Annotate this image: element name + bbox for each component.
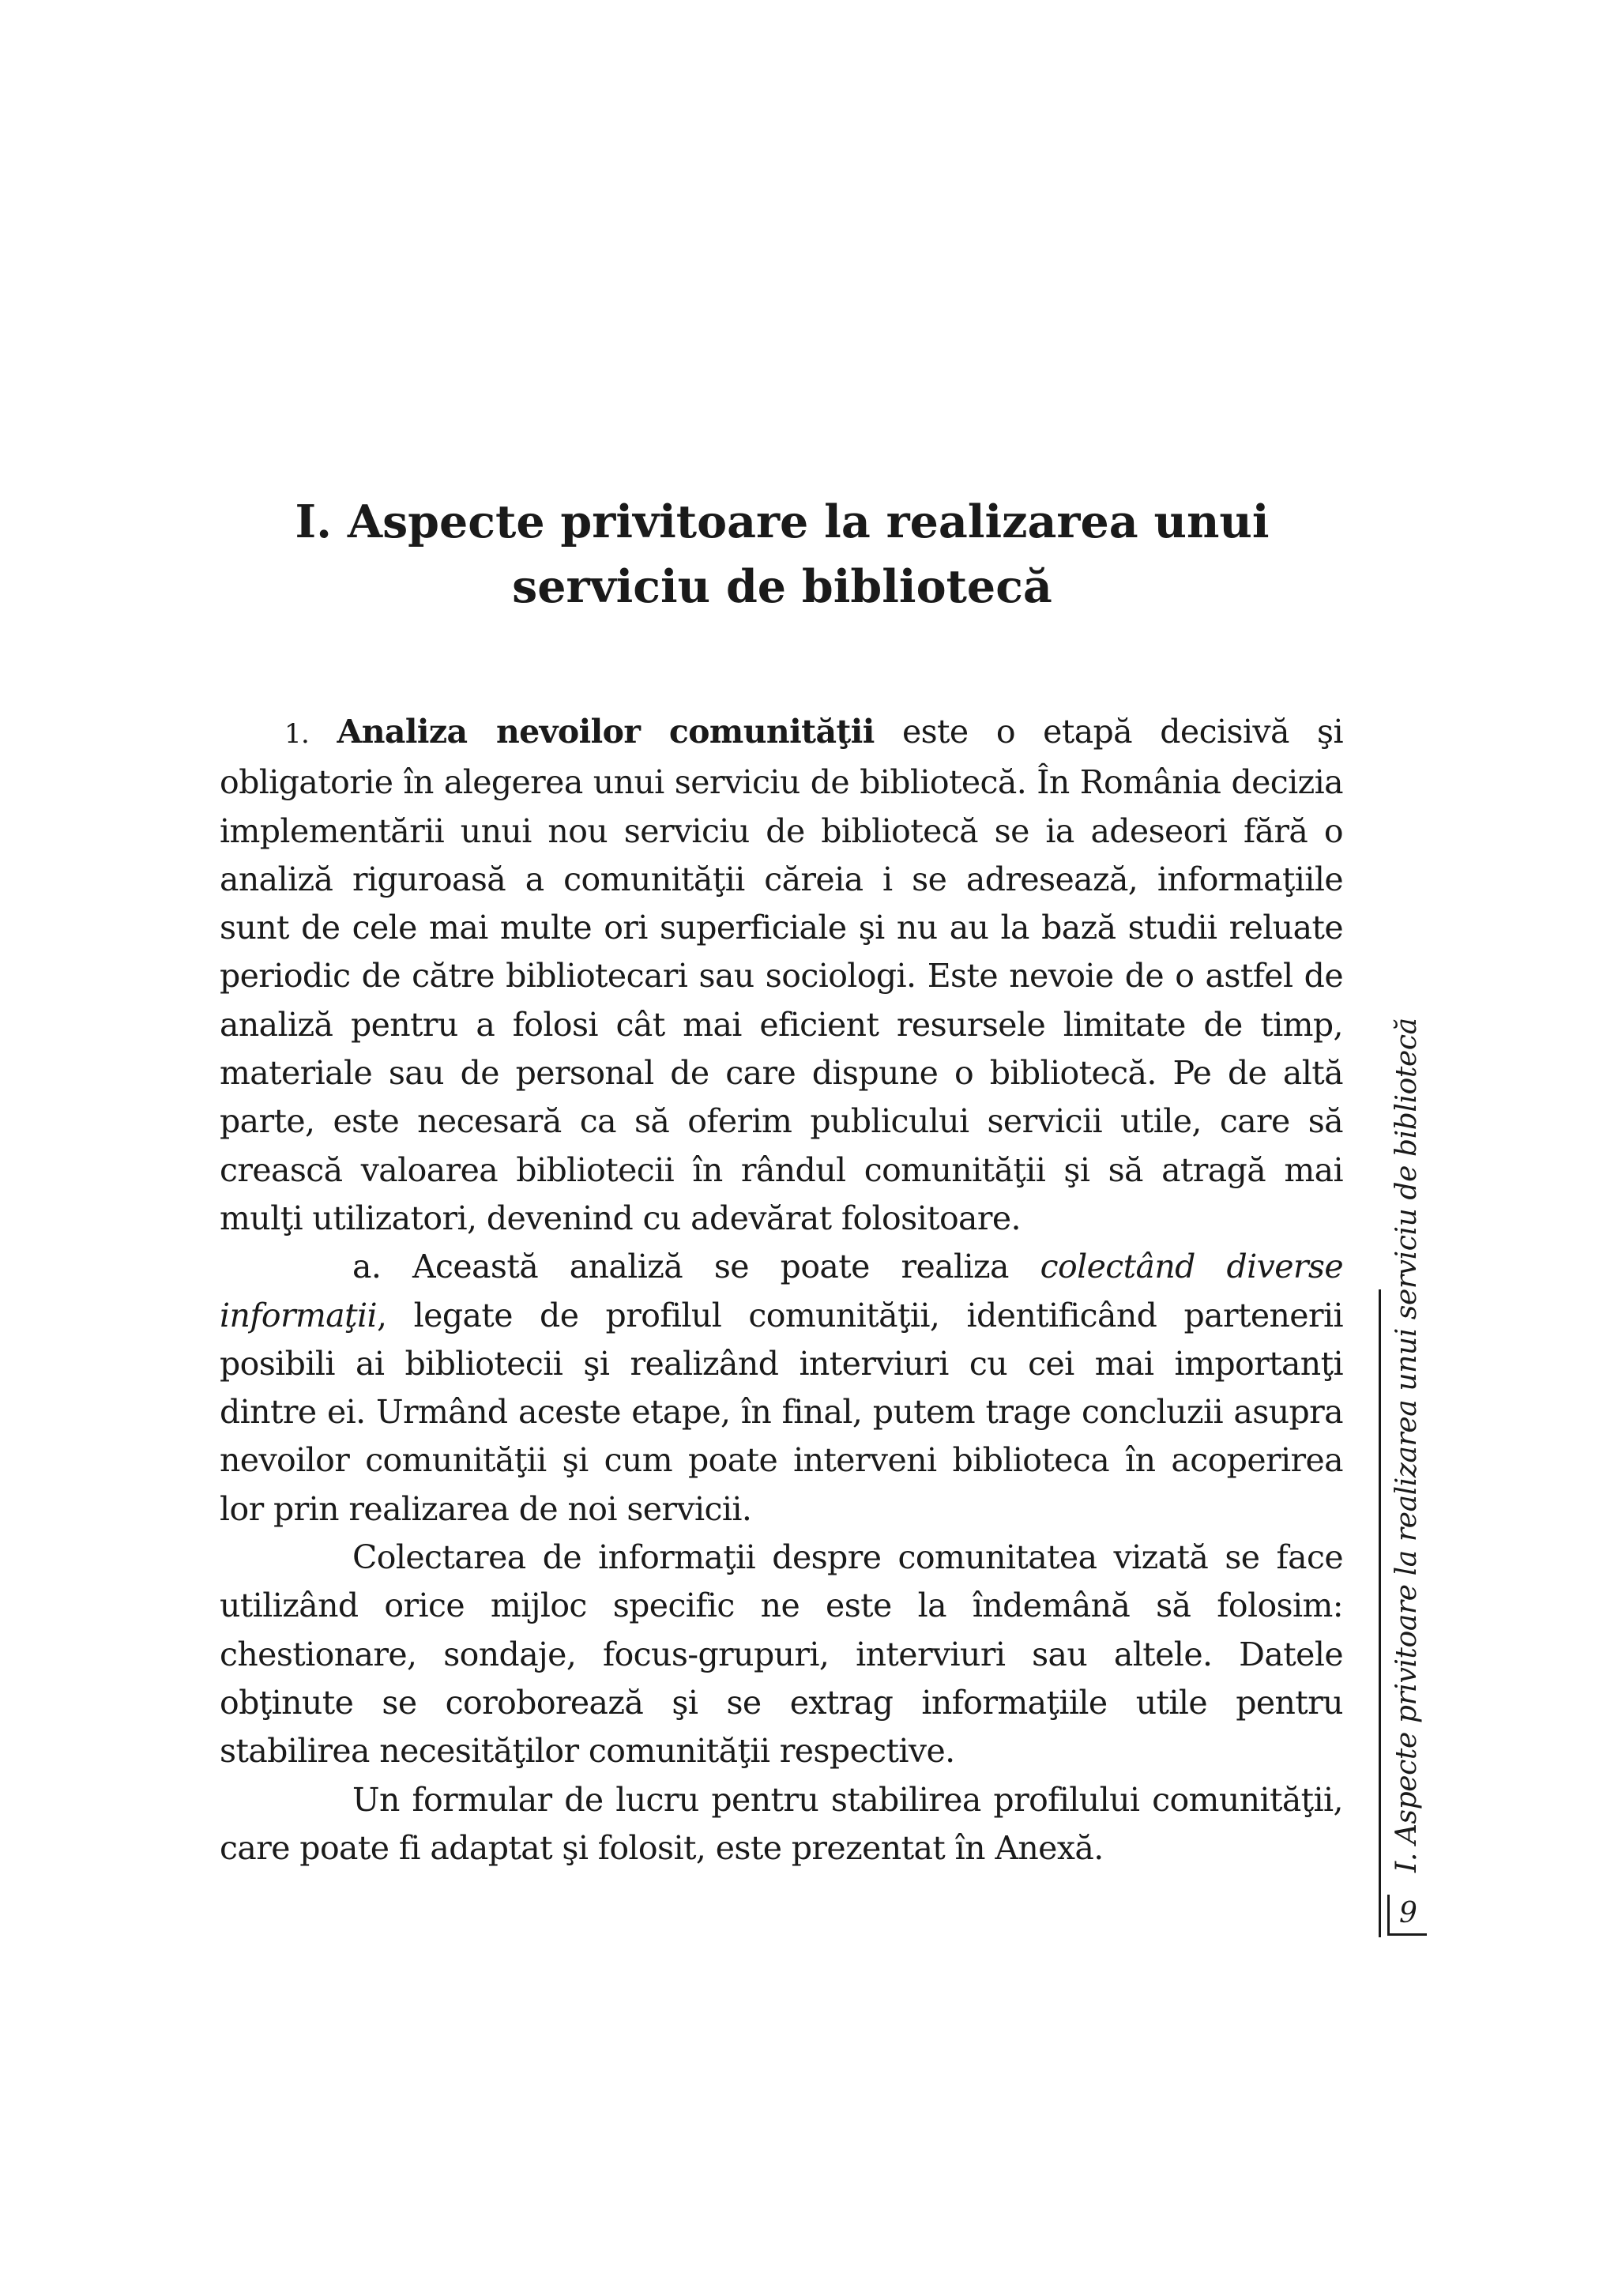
running-head: I. Aspecte privitoare la realizarea unui serviciu de bibliotecă: [1390, 1018, 1423, 1873]
paragraph-1-number: 1.: [284, 718, 310, 750]
paragraph-2: [220, 1243, 1343, 1534]
paragraph-2-lead: a. Această analiză se poate realiza: [352, 1248, 1040, 1286]
body-text: [220, 708, 1343, 1873]
paragraph-1-bold: Analiza nevoilor comunităţii: [337, 713, 875, 751]
paragraph-2-italic: colectând diverse informaţii: [220, 1248, 1344, 1334]
paragraph-4: Un formular de lucru pentru stabilirea profilului comunităţii, care poate fi adaptat şi folosit, este prezentat în Anexă.: [220, 1780, 1343, 1867]
paragraph-1: [220, 708, 1343, 1243]
paragraph-2-text: , legate de profilul comunităţii, identificând partenerii posibili ai bibliotecii şi realizând interviuri cu cei mai importanţi dintre ei. Urmând aceste etape, în final, putem trage concluzii asupra nevoilor comunităţii şi cum poate interveni biblioteca în acoperirea lor prin realizarea de noi servicii.: [220, 1296, 1343, 1528]
chapter-title: [213, 490, 1351, 619]
paragraph-1-text: este o etapă decisivă şi obligatorie în alegerea unui serviciu de bibliotecă. În România decizia implementării unui nou serviciu de bibliotecă se ia adeseori fără o analiză riguroasă a comunităţii căreia i se adresează, informaţiile sunt de cele mai multe ori superficiale şi nu au la bază studii reluate periodic de către bibliotecari sau sociologi. Este nevoie de o astfel de analiză pentru a folosi cât mai eficient resursele limitate de timp, materiale sau de personal de care dispune o bibliotecă. Pe de altă parte, este necesară ca să oferim publicului servicii utile, care să crească valoarea bibliotecii în rândul comunităţii şi să atragă mai mulţi utilizatori, devenind cu adevărat folositoare.: [220, 713, 1344, 1237]
paragraph-3: Colectarea de informaţii despre comunitatea vizată se face utilizând orice mijloc specific ne este la îndemână să folosim: chestionare, sondaje, focus-grupuri, interviuri sau altele. Datele obţinute se coroborează şi se extrag informaţiile utile pentru stabilirea necesităţilor comunităţii respective.: [220, 1538, 1343, 1771]
chapter-title-line-2: serviciu de bibliotecă: [512, 560, 1052, 613]
margin-rule: [1379, 1289, 1381, 1937]
chapter-title-line-1: I. Aspecte privitoare la realizarea unui: [295, 495, 1270, 548]
page-number: 9: [1387, 1895, 1427, 1936]
